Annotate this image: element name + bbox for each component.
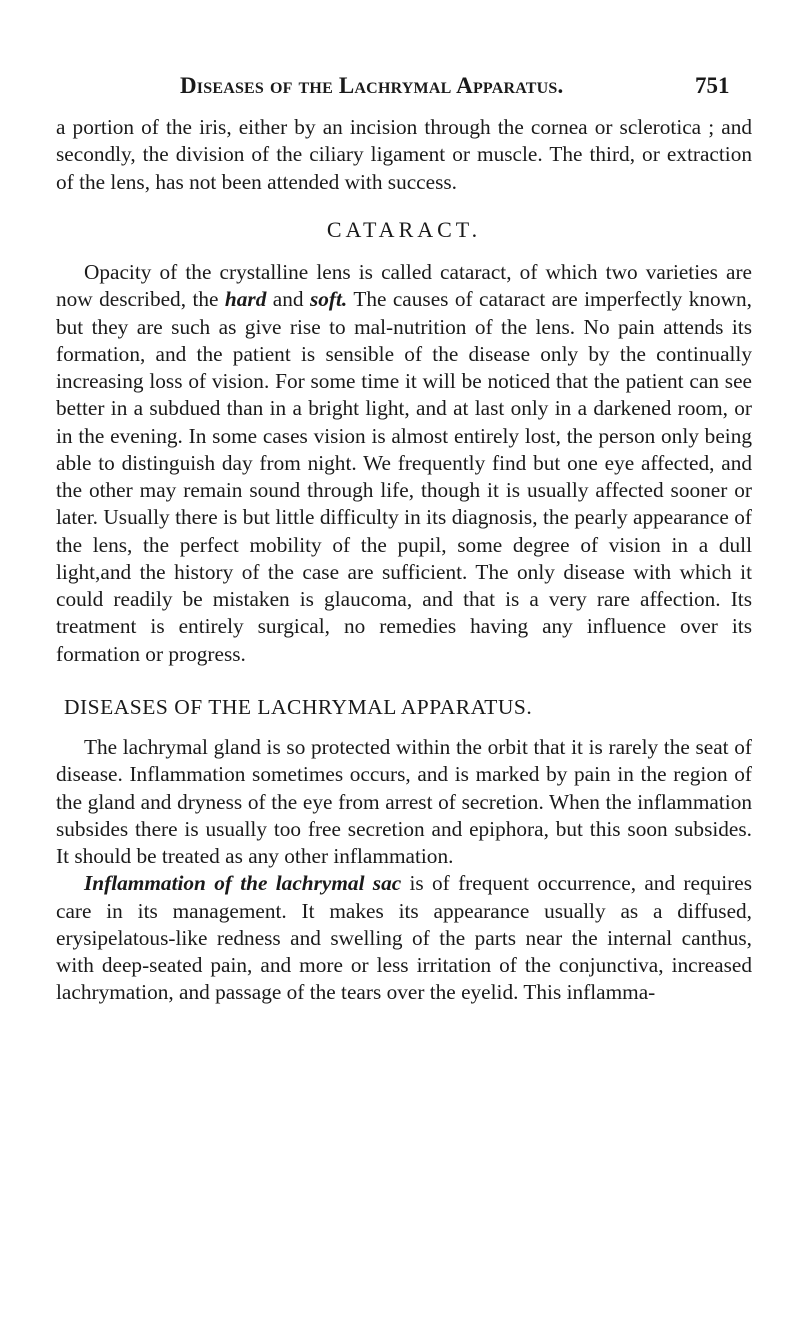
lachrymal-gland-paragraph: The lachrymal gland is so protected within the orbit that it is rarely the seat of disease. Inflammation sometimes occurs, and is marked by pain in the region of the gland and dryness of the eye from arrest of secretion. When the inflammation subsides there is usually too free secretion and epiphora, but this soon subsides. It should be treated as any other inflammation.: [56, 735, 752, 868]
cataract-paragraph: [56, 259, 752, 668]
lachrymal-sac-paragraph: [56, 870, 752, 1006]
cataract-text-start: Opacity of the crystalline lens is called cataract, of which two varieties are now described, the: [56, 260, 752, 312]
soft-term: soft.: [309, 287, 348, 312]
lachrymal-sac-text: is of frequent occurrence, and requires care in its management. It makes its appearance usually as a diffused, erysipelatous-like redness and swelling of the parts near the internal canthus, with deep-seated pain, and more or less irritation of the conjunctiva, increased lachrymation, and passage of the tears over the eyelid. This inflamma-: [56, 871, 752, 1005]
lachrymal-sac-term: Inflammation of the lachrymal sac: [84, 871, 402, 896]
hard-term: hard: [224, 287, 267, 312]
lachrymal-heading: DISEASES OF THE LACHRYMAL APPARATUS.: [64, 694, 533, 719]
cataract-text-rest: The causes of cataract are imperfectly known, but they are such as give rise to mal-nutrition of the lens. No pain attends its formation, and the patient is sensible of the disease only by the continually increasing loss of vision. For some time it will be noticed that the patient can see better in a subdued than in a bright light, and at last only in a darkened room, or in the evening. In some cases vision is almost entirely lost, the person only being able to distinguish day from night. We frequently find but one eye affected, and the other may remain sound through life, though it is usually affected sooner or later. Usually there is but little difficulty in its diagnosis, the pearly appearance of the lens, the perfect mobility of the pupil, some degree of vision in a dull light,and the history of the case are sufficient. The only disease with which it could readily be mistaken is glaucoma, and that is a very rare affection. Its treatment is entirely surgical, no remedies having any influence over its formation or progress.: [56, 287, 752, 666]
page-body: [56, 114, 752, 1007]
and-text: and: [266, 287, 310, 312]
running-head: Diseases of the Lachrymal Apparatus.: [180, 73, 564, 98]
page-number: 751: [695, 73, 730, 98]
intro-paragraph: a portion of the iris, either by an incision through the cornea or sclerotica ; and secondly, the division of the ciliary ligament or muscle. The third, or extraction of the lens, has not been attended with success.: [56, 115, 752, 194]
cataract-heading: CATARACT.: [326, 216, 482, 242]
